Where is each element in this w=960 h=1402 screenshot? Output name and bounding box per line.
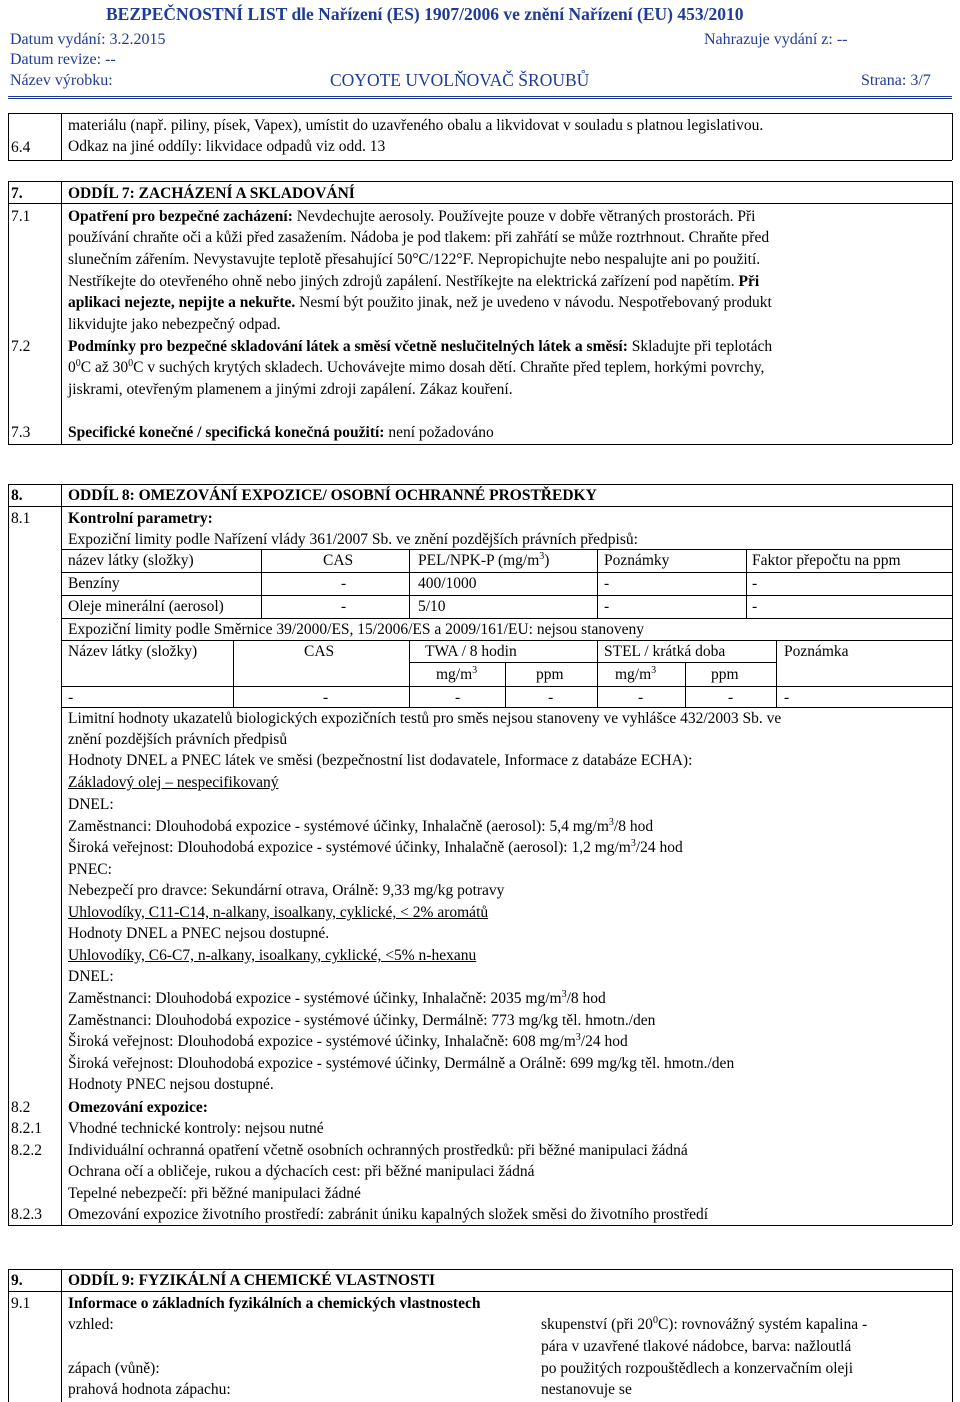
text-line [68,338,772,356]
text-line: Vhodné technické kontroly: nejsou nutné [68,1120,324,1137]
bold-phrase: aplikaci nejezte, nepijte a nekuřte. [68,294,296,311]
table-header: CAS [304,643,335,660]
text-line: Omezování expozice životního prostředí: zabránit úniku kapalných složek směsi do životního prostředí [68,1206,709,1223]
table-header: název látky (složky) [68,552,194,569]
section-title: ODDÍL 8: OMEZOVÁNÍ EXPOZICE/ OSOBNÍ OCHRANNÉ PROSTŘEDKY [68,487,597,504]
table-cell: - [728,689,734,706]
subsection-number: 8.2 [11,1099,31,1116]
subsection-number: 8.2.2 [11,1142,42,1159]
text-line: Nebezpečí pro dravce: Sekundární otrava, Orálně: 9,33 mg/kg potravy [68,882,505,899]
table-header: Poznámky [604,552,670,569]
subsection-number: 7.3 [11,424,31,441]
subsection-number: 7.2 [11,338,31,355]
subsection-number: 8.2.1 [11,1120,42,1137]
subsection-number: 6.4 [11,139,31,156]
text-line: DNEL: [68,968,114,985]
table-cell: 400/1000 [418,575,477,592]
text-line [68,424,494,442]
text-line: Tepelné nebezpečí: při běžné manipulaci žádné [68,1185,361,1202]
revision-date: Datum revize: -- [10,51,116,68]
table-header: Poznámka [784,643,849,660]
text-line: Zaměstnanci: Dlouhodobá expozice - systémové účinky, Dermálně: 773 mg/kg těl. hmotn./den [68,1012,656,1029]
property-label: vzhled: [68,1316,114,1333]
text-line [68,294,772,312]
text-line: Limitní hodnoty ukazatelů biologických expozičních testů pro směs nejsou stanoveny ve vyhlášce 432/2003 Sb. ve [68,710,782,727]
table-header: PEL/NPK-P $(mg/m^3)$ [418,551,550,569]
text-run: Nesmí být použito jinak, než je uvedeno v návodu. Nespotřebovaný produkt [295,294,772,311]
table-subheader: $mg/m^3$ [615,665,657,683]
section-title: ODDÍL 7: ZACHÁZENÍ A SKLADOVÁNÍ [68,185,355,202]
subsection-number: 8.2.3 [11,1206,42,1223]
text-line: Široká veřejnost: Dlouhodobá expozice - systémové účinky, Dermálně a Orálně: 699 mg/kg těl. hmotn./den [68,1055,735,1072]
table-cell: - [455,689,461,706]
text-line: Hodnoty PNEC nejsou dostupné. [68,1076,274,1093]
section-6-text: materiálu (např. piliny, písek, Vapex), umístit do uzavřeného obalu a likvidovat v souladu s platnou legislativou. [68,117,764,134]
document-title: BEZPEČNOSTNÍ LIST dle Nařízení (ES) 1907/2006 ve znění Nařízení (EU) 453/2010 [106,4,744,24]
property-value: po použitých rozpouštědlech a konzervačním oleji [541,1360,854,1377]
text-line: Zaměstnanci: Dlouhodobá expozice - systémové účinky, Inhalačně (aerosol): 5,4 $mg/m^3/8$ hod [68,817,654,835]
text-line: DNEL: [68,796,114,813]
text-line: Zaměstnanci: Dlouhodobá expozice - systémové účinky, Inhalačně: 2035 $mg/m^3/8$ hod [68,989,606,1007]
bold-phrase: Při [734,273,760,290]
substance-heading: Uhlovodíky, C11-C14, n-alkany, isoalkany, cyklické, < 2% aromátů [68,904,489,921]
table-cell: Benzíny [68,575,120,592]
table-header: STEL / krátká doba [604,643,726,660]
replaces-date: Nahrazuje vydání z: -- [704,31,848,48]
table-cell: - [548,689,554,706]
table-header: Faktor přepočtu na ppm [752,552,901,569]
table-subheader: ppm [536,666,564,683]
section-number: 9. [11,1272,23,1289]
section-6-4-text: Odkaz na jiné oddíly: likvidace odpadů viz odd. 13 [68,138,386,155]
table-cell: - [604,598,610,615]
property-label: prahová hodnota zápachu: [68,1381,231,1398]
text-line: znění pozdějších právních předpisů [68,731,288,748]
text-run: Nestříkejte do otevřeného ohně nebo jiných zdrojů zapálení. Nestříkejte na elektrická zařízení pod napětím. [68,273,735,290]
table-cell: - [341,598,347,615]
property-value: nestanovuje se [541,1381,632,1398]
bold-phrase: Specifické konečné / specifická konečná použití: [68,424,385,441]
subsection-title: Informace o základních fyzikálních a chemických vlastnostech [68,1295,481,1312]
text-line [68,273,759,291]
text-line: Individuální ochranná opatření včetně osobních ochranných prostředků: při běžné manipulaci žádná [68,1142,688,1159]
subsection-number: 8.1 [11,510,31,527]
text-run: není požadováno [384,424,494,441]
table-header: Název látky (složky) [68,643,198,660]
table-subheader: $mg/m^3$ [436,665,478,683]
table-cell: - [752,598,758,615]
subsection-title: Omezování expozice: [68,1099,208,1116]
text-line: likvidujte jako nebezpečný odpad. [68,316,281,333]
text-line: Expoziční limity podle Směrnice 39/2000/ES, 15/2006/ES a 2009/161/EU: nejsou stanoveny [68,621,645,638]
text-line [68,208,755,226]
table-cell: - [638,689,644,706]
text-line: Ochrana očí a obličeje, rukou a dýchacích cest: při běžné manipulaci žádná [68,1163,535,1180]
table-cell: Oleje minerální (aerosol) [68,598,224,615]
text-line: $0^0C$ až $30^0C$ v suchých krytých skladech. Uchovávejte mimo dosah dětí. Chraňte před teplem, horkými povrchy, [68,358,765,376]
table-cell: - [604,575,610,592]
table-header: TWA / 8 hodin [425,643,517,660]
section-title: ODDÍL 9: FYZIKÁLNÍ A CHEMICKÉ VLASTNOSTI [68,1272,436,1289]
table-cell: 5/10 [418,598,446,615]
table-cell: - [752,575,758,592]
text-run: Skladujte při teplotách [627,338,773,355]
section-number: 8. [11,487,23,504]
header-rule [8,96,952,99]
substance-heading: Základový olej – nespecifikovaný [68,774,279,791]
section-number: 7. [11,185,23,202]
text-line: Hodnoty DNEL a PNEC látek ve směsi (bezpečnostní list dodavatele, Informace z databáze ECHA): [68,752,693,769]
subsection-number: 7.1 [11,208,31,225]
text-run: Nevdechujte aerosoly. Používejte pouze v dobře větraných prostorách. Při [292,208,756,225]
property-value: pára v uzavřené tlakové nádobce, barva: nažloutlá [541,1338,852,1355]
subsection-title: Kontrolní parametry: [68,510,213,527]
text-line: Hodnoty DNEL a PNEC nejsou dostupné. [68,925,330,942]
table-cell: - [68,689,74,706]
subsection-number: 9.1 [11,1295,31,1312]
text-line: používání chraňte oči a kůži před zasažením. Nádoba je pod tlakem: při zahřátí se může roztrhnout. Chraňte před [68,229,770,246]
text-line: slunečním zářením. Nevystavujte teplotě přesahující 50°C/122°F. Nepropichujte nebo nespalujte ani po použití. [68,251,761,268]
text-line: Široká veřejnost: Dlouhodobá expozice - systémové účinky, Inhalačně (aerosol): 1,2 $mg/m^3/24$ hod [68,838,683,856]
page-number: Strana: 3/7 [861,72,931,89]
table-cell: - [784,689,790,706]
table-cell: - [341,575,347,592]
product-name: COYOTE UVOLŇOVAČ ŠROUBŮ [330,70,590,90]
issue-date: Datum vydání: 3.2.2015 [10,31,166,48]
table-cell: - [323,689,329,706]
bold-phrase: Opatření pro bezpečné zacházení: [68,208,293,225]
text-line: PNEC: [68,861,112,878]
bold-phrase: Podmínky pro bezpečné skladování látek a směsí včetně neslučitelných látek a směsí: [68,338,628,355]
table-header: CAS [323,552,354,569]
text-line: jiskrami, otevřeným plamenem a jinými zdroji zapálení. Zákaz kouření. [68,381,513,398]
product-label: Název výrobku: [10,72,113,89]
property-label: zápach (vůně): [68,1360,160,1377]
substance-heading: Uhlovodíky, C6-C7, n-alkany, isoalkany, cyklické, <5% n-hexanu [68,947,477,964]
text-line: Expoziční limity podle Nařízení vlády 361/2007 Sb. ve znění pozdějších právních předpisů: [68,531,638,548]
property-value: skupenství (při $20^0C$): rovnovážný systém kapalina - [541,1315,868,1333]
table-subheader: ppm [711,666,739,683]
text-line: Široká veřejnost: Dlouhodobá expozice - systémové účinky, Inhalačně: 608 $mg/m^3/24$ hod [68,1032,628,1050]
